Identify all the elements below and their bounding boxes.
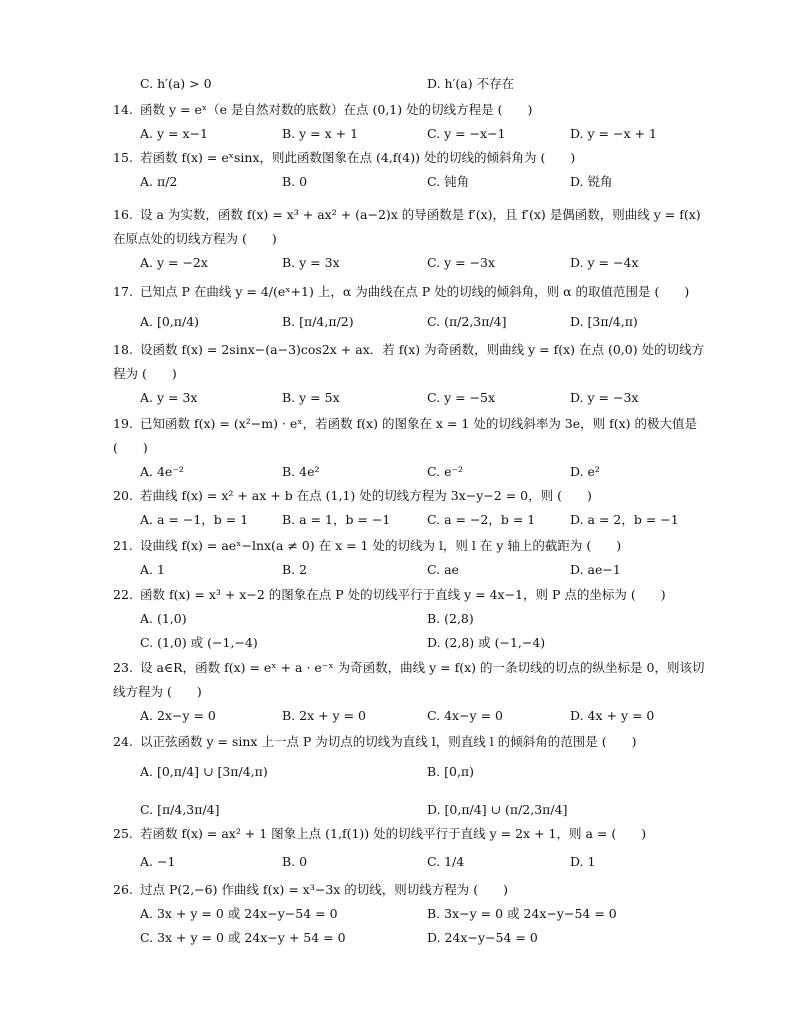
option-c: C. ae: [427, 562, 459, 577]
option-c: C. h′(a) > 0: [140, 76, 212, 91]
question-number: 21.: [113, 538, 133, 553]
options-row: [140, 122, 713, 146]
question-15: [113, 146, 713, 194]
option-b: B. [π/4,π/2): [282, 314, 354, 329]
question-22: [113, 583, 713, 655]
option-b: B. 2: [282, 562, 308, 577]
options-row: [140, 558, 713, 582]
option-d: D. 4x + y = 0: [570, 708, 655, 723]
option-a: A. y = x−1: [140, 126, 208, 141]
options-row: [140, 902, 713, 926]
options-row: [140, 508, 713, 532]
option-b: B. 2x + y = 0: [282, 708, 366, 723]
question-stem: 若函数 f(x) = eˣsinx，则此函数图象在点 (4,f(4)) 处的切线的倾斜角为 ( ): [140, 150, 576, 165]
option-a: A. 4e⁻²: [140, 464, 184, 479]
options-row: [140, 170, 713, 194]
option-d: D. 24x−y−54 = 0: [427, 930, 538, 945]
option-b: B. (2,8): [427, 611, 474, 626]
option-a: A. y = −2x: [140, 255, 208, 270]
option-a: A. π/2: [140, 174, 178, 189]
question-number: 16.: [113, 207, 133, 222]
option-c: C. (1,0) 或 (−1,−4): [140, 635, 258, 650]
question-number: 20.: [113, 488, 133, 503]
options-row: [140, 850, 713, 874]
option-b: B. a = 1，b = −1: [282, 512, 391, 527]
question-21: [113, 534, 713, 582]
option-c: C. y = −x−1: [427, 126, 506, 141]
option-d: D. ae−1: [570, 562, 621, 577]
option-c: C. a = −2，b = 1: [427, 512, 536, 527]
option-a: A. [0,π/4] ∪ [3π/4,π): [140, 764, 268, 779]
question-23: [113, 656, 713, 728]
option-d: D. 1: [570, 854, 596, 869]
option-a: A. a = −1，b = 1: [140, 512, 249, 527]
question-number: 26.: [113, 882, 133, 897]
option-b: B. 3x−y = 0 或 24x−y−54 = 0: [427, 906, 617, 921]
question-number: 14.: [113, 102, 133, 117]
question-stem: 若函数 f(x) = ax² + 1 图象上点 (1,f(1)) 处的切线平行于直线 y = 2x + 1，则 a = ( ): [140, 826, 647, 841]
option-b: B. y = x + 1: [282, 126, 359, 141]
question-stem: 设 a∈R，函数 f(x) = eˣ + a · e⁻ˣ 为奇函数，曲线 y = f(x) 的一条切线的切点的纵坐标是 0，则该切线方程为 ( ): [113, 660, 705, 699]
options-row: [140, 926, 713, 950]
options-row: [140, 631, 713, 655]
question-number: 18.: [113, 342, 133, 357]
option-b: B. 4e²: [282, 464, 320, 479]
question-stem: 已知点 P 在曲线 y = 4/(eˣ+1) 上，α 为曲线在点 P 处的切线的倾斜角，则 α 的取值范围是 ( ): [140, 284, 690, 299]
question-stem: 若曲线 f(x) = x² + ax + b 在点 (1,1) 处的切线方程为 3x−y−2 = 0，则 ( ): [140, 488, 592, 503]
option-a: A. (1,0): [140, 611, 187, 626]
option-a: A. 2x−y = 0: [140, 708, 216, 723]
option-d: D. e²: [570, 464, 600, 479]
question-stem: 设曲线 f(x) = aeˣ−lnx(a ≠ 0) 在 x = 1 处的切线为 l，则 l 在 y 轴上的截距为 ( ): [140, 538, 622, 553]
option-a: A. 3x + y = 0 或 24x−y−54 = 0: [140, 906, 338, 921]
option-c: C. 1/4: [427, 854, 465, 869]
option-a: A. y = 3x: [140, 390, 198, 405]
question-number: 19.: [113, 416, 133, 431]
question-stem: 函数 f(x) = x³ + x−2 的图象在点 P 处的切线平行于直线 y = 4x−1，则 P 点的坐标为 ( ): [140, 587, 666, 602]
option-b: B. 0: [282, 174, 308, 189]
option-c: C. 钝角: [427, 174, 470, 189]
option-d: D. a = 2，b = −1: [570, 512, 679, 527]
option-c: C. (π/2,3π/4]: [427, 314, 507, 329]
option-b: B. y = 5x: [282, 390, 340, 405]
options-row: [140, 798, 713, 822]
option-c: C. e⁻²: [427, 464, 464, 479]
option-b: B. y = 3x: [282, 255, 340, 270]
question-stem: 设 a 为实数，函数 f(x) = x³ + ax² + (a−2)x 的导函数是 f′(x)，且 f′(x) 是偶函数，则曲线 y = f(x) 在原点处的切线方程为 ( ): [113, 207, 701, 246]
question-13-tail: [113, 72, 713, 96]
option-c: C. [π/4,3π/4]: [140, 802, 220, 817]
option-c: C. 4x−y = 0: [427, 708, 503, 723]
question-17: [113, 280, 713, 334]
options-row: [140, 386, 713, 410]
options-row: [140, 251, 713, 275]
option-a: A. [0,π/4): [140, 314, 200, 329]
question-number: 22.: [113, 587, 133, 602]
question-number: 25.: [113, 826, 133, 841]
option-c: C. y = −5x: [427, 390, 496, 405]
question-stem: 已知函数 f(x) = (x²−m) · eˣ，若函数 f(x) 的图象在 x = 1 处的切线斜率为 3e，则 f(x) 的极大值是 ( ): [113, 416, 698, 455]
question-24: [113, 730, 713, 822]
option-c: C. 3x + y = 0 或 24x−y + 54 = 0: [140, 930, 346, 945]
question-stem: 函数 y = eˣ（e 是自然对数的底数）在点 (0,1) 处的切线方程是 ( ): [140, 102, 533, 117]
option-d: D. y = −x + 1: [570, 126, 657, 141]
question-number: 24.: [113, 734, 133, 749]
option-d: D. (2,8) 或 (−1,−4): [427, 635, 546, 650]
options-row: [140, 310, 713, 334]
option-d: D. [3π/4,π): [570, 314, 638, 329]
question-19: [113, 412, 713, 484]
options-row: [140, 704, 713, 728]
question-16: [113, 203, 713, 275]
question-stem: 设函数 f(x) = 2sinx−(a−3)cos2x + ax．若 f(x) 为奇函数，则曲线 y = f(x) 在点 (0,0) 处的切线方程为 ( ): [113, 342, 705, 381]
question-25: [113, 822, 713, 874]
option-d: D. y = −3x: [570, 390, 639, 405]
question-stem: 过点 P(2,−6) 作曲线 f(x) = x³−3x 的切线，则切线方程为 ( ): [140, 882, 509, 897]
option-c: C. y = −3x: [427, 255, 496, 270]
question-number: 17.: [113, 284, 133, 299]
options-row: [140, 607, 713, 631]
option-d: D. [0,π/4] ∪ (π/2,3π/4]: [427, 802, 568, 817]
option-a: A. 1: [140, 562, 165, 577]
option-d: D. h′(a) 不存在: [427, 76, 515, 91]
question-26: [113, 878, 713, 950]
options-row: [140, 760, 713, 784]
question-stem: 以正弦函数 y = sinx 上一点 P 为切点的切线为直线 l，则直线 l 的倾斜角的范围是 ( ): [140, 734, 637, 749]
question-18: [113, 338, 713, 410]
question-number: 23.: [113, 660, 133, 675]
option-a: A. −1: [140, 854, 176, 869]
option-b: B. [0,π): [427, 764, 475, 779]
question-14: [113, 98, 713, 146]
option-b: B. 0: [282, 854, 308, 869]
question-20: [113, 484, 713, 532]
options-row: [140, 72, 713, 96]
option-d: D. y = −4x: [570, 255, 639, 270]
option-d: D. 锐角: [570, 174, 613, 189]
options-row: [140, 460, 713, 484]
question-number: 15.: [113, 150, 133, 165]
